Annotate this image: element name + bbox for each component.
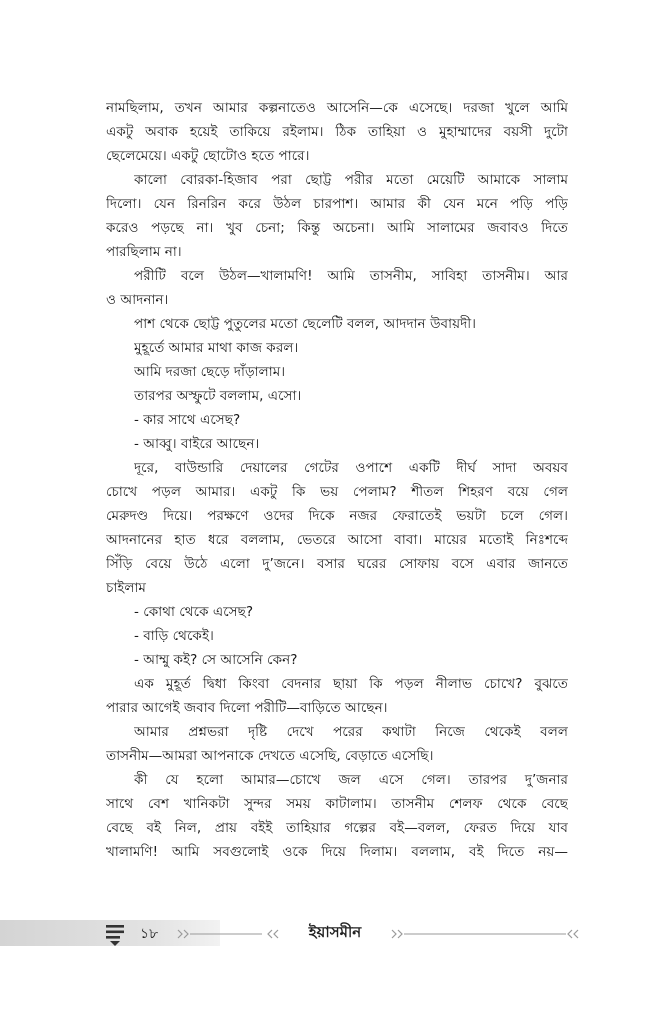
paragraph-start-line: আমি দরজা ছেড়ে দাঁড়ালাম।	[134, 364, 286, 380]
page-number: ১৮	[140, 926, 159, 942]
dialogue-line: - বাড়ি থেকেই।	[134, 628, 214, 644]
dialogue-line: - আম্মু কই? সে আসেনি কেন?	[134, 652, 298, 668]
left-ornament-icon	[176, 928, 280, 940]
text-line: একটু অবাক হয়েই তাকিয়ে রইলাম। ঠিক তাহিয়া ও মুহাম্মাদের বয়সী দুটো	[106, 124, 568, 140]
text-line: পারার আগেই জবাব দিলো পরীটি—বাড়িতে আছেন।	[106, 700, 388, 716]
text-line: দিলো। যেন রিনরিন করে উঠল চারপাশ। আমার কী যেন মনে পড়ি পড়ি	[106, 196, 568, 212]
right-ornament-icon	[390, 928, 580, 940]
paragraph-start-line: কী যে হলো আমার—চোখে জল এসে গেল। তারপর দু’জনার	[134, 772, 568, 788]
text-line: মেরুদণ্ড দিয়ে। পরক্ষণে ওদের দিকে নজর ফেরাতেই ভয়টা চলে গেল।	[106, 508, 568, 524]
paragraph-start-line: আমার প্রশ্নভরা দৃষ্টি দেখে পরের কথাটা নিজে থেকেই বলল	[134, 724, 568, 740]
text-line: সাথে বেশ খানিকটা সুন্দর সময় কাটালাম। তাসনীম শেলফ থেকে বেছে	[106, 796, 568, 812]
text-line: বেছে বই নিল, প্রায় বইই তাহিয়ার গল্পের বই—বলল, ফেরত দিয়ে যাব	[106, 820, 568, 836]
book-title: ইয়াসমীন	[308, 923, 362, 941]
text-line: চোখে পড়ল আমার। একটু কি ভয় পেলাম? শীতল শিহরণ বয়ে গেল	[106, 484, 568, 500]
text-line: করেও পড়ছে না। খুব চেনা; কিন্তু অচেনা। আমি সালামের জবাবও দিতে	[106, 220, 568, 236]
dialogue-line: - আব্বু। বাইরে আছেন।	[134, 436, 260, 452]
dialogue-line: - কার সাথে এসেছ?	[134, 412, 241, 428]
text-line: তাসনীম—আমরা আপনাকে দেখতে এসেছি, বেড়াতে এসেছি।	[106, 748, 434, 764]
paragraph-start-line: কালো বোরকা-হিজাব পরা ছোট্ট পরীর মতো মেয়েটি আমাকে সালাম	[134, 172, 568, 188]
dialogue-line: - কোথা থেকে এসেছ?	[134, 604, 254, 620]
paragraph-start-line: এক মুহূর্ত দ্বিধা কিংবা বেদনার ছায়া কি পড়ল নীলাভ চোখে? বুঝতে	[134, 676, 568, 692]
text-line: ও আদনান।	[106, 292, 169, 308]
text-line: চাইলাম	[106, 580, 146, 596]
paragraph-start-line: পাশ থেকে ছোট্ট পুতুলের মতো ছেলেটি বলল, আদদান উবায়দী।	[134, 316, 476, 332]
text-line: ছেলেমেয়ে। একটু ছোটোও হতে পারে।	[106, 148, 310, 164]
paragraph-start-line: মুহূর্তে আমার মাথা কাজ করল।	[134, 340, 299, 356]
paragraph-start-line: দূরে, বাউন্ডারি দেয়ালের গেটের ওপাশে একটি দীর্ঘ সাদা অবয়ব	[134, 460, 568, 476]
page-footer	[0, 908, 663, 956]
book-menu-icon	[104, 922, 126, 948]
text-line: খালামণি! আমি সবগুলোই ওকে দিয়ে দিলাম। বললাম, বই দিতে নয়—	[106, 844, 568, 860]
paragraph-start-line: তারপর অস্ফুটে বললাম, এসো।	[134, 388, 302, 404]
paragraph-start-line: পরীটি বলে উঠল—খালামণি! আমি তাসনীম, সাবিহা তাসনীম। আর	[134, 268, 568, 284]
text-line: সিঁড়ি বেয়ে উঠে এলো দু’জনে। বসার ঘরের সোফায় বসে এবার জানতে	[106, 556, 568, 572]
text-line: নামছিলাম, তখন আমার কল্পনাতেও আসেনি—কে এসেছে। দরজা খুলে আমি	[106, 100, 568, 116]
text-line: আদনানের হাত ধরে বললাম, ভেতরে আসো বাবা। মায়ের মতোই নিঃশব্দে	[106, 532, 568, 548]
text-line: পারছিলাম না।	[106, 244, 182, 260]
